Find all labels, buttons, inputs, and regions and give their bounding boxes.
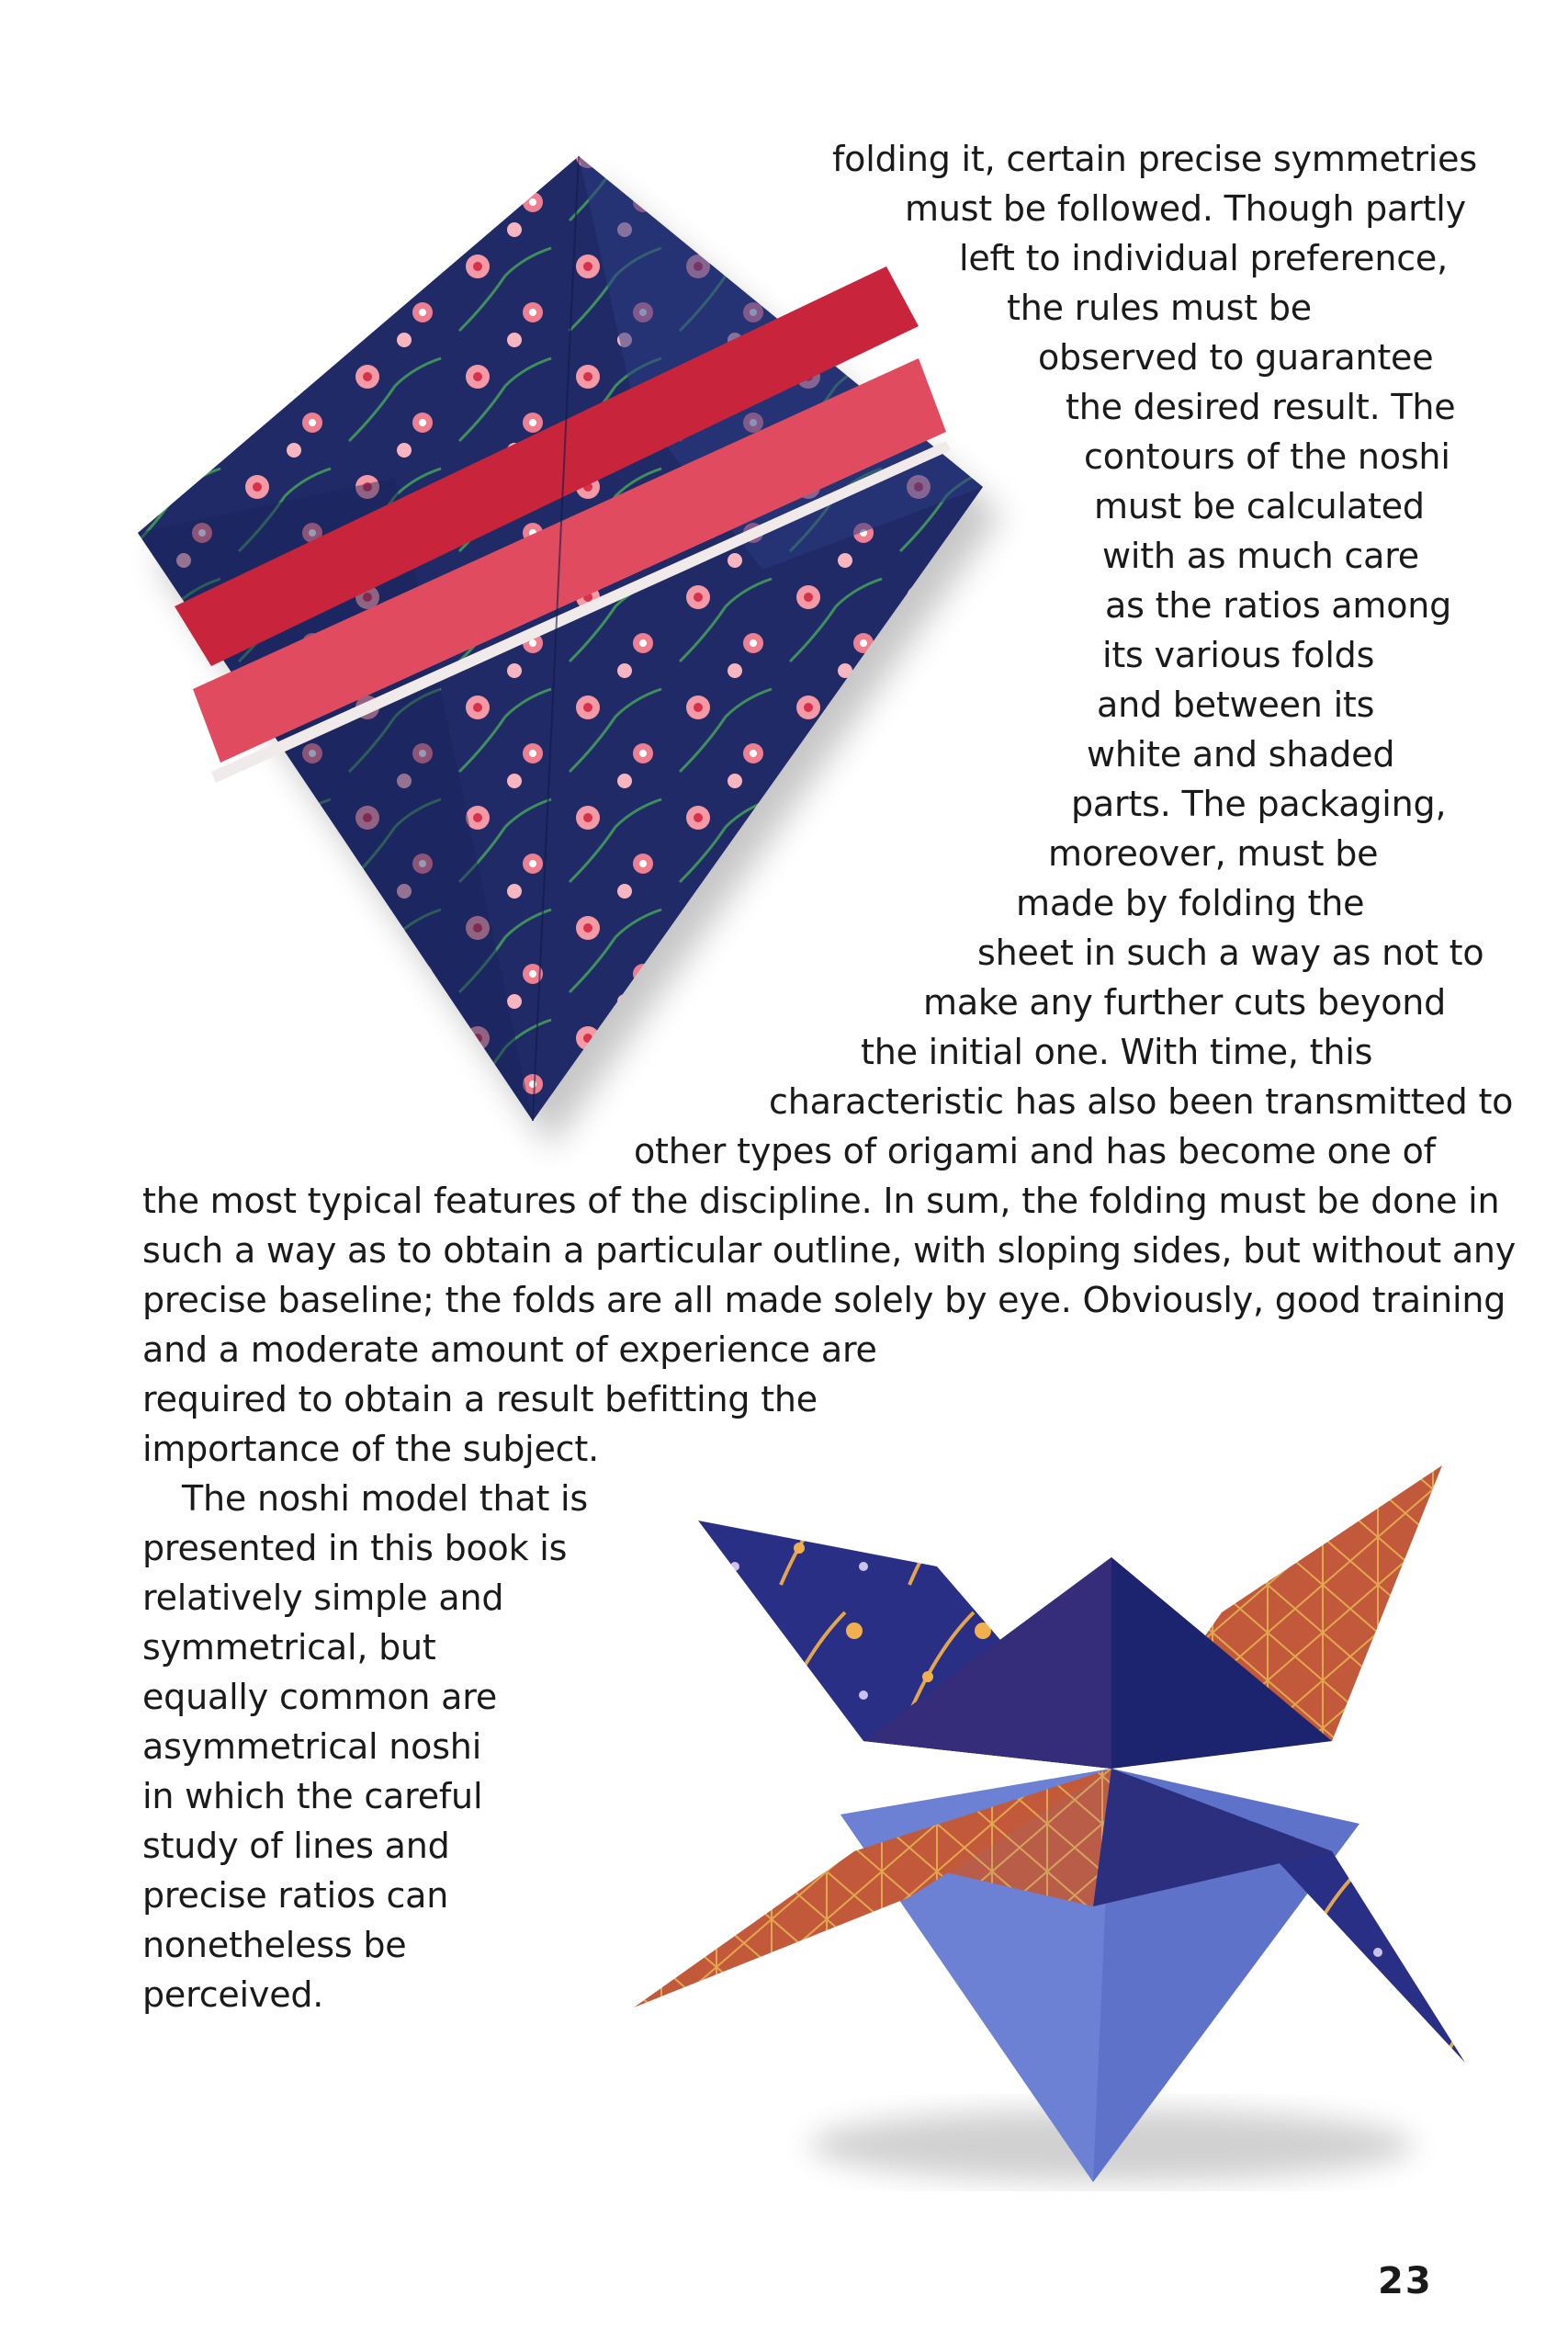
- text-line: as the ratios among: [1105, 585, 1452, 626]
- text-line: precise ratios can: [142, 1875, 449, 1916]
- text-line: perceived.: [142, 1974, 324, 2015]
- text-line: made by folding the: [1016, 883, 1365, 923]
- text-line: precise baseline; the folds are all made solely by eye. Obviously, good training: [142, 1280, 1506, 1320]
- text-line: moreover, must be: [1048, 833, 1379, 874]
- text-line: make any further cuts beyond: [923, 982, 1447, 1023]
- text-line: and a moderate amount of experience are: [142, 1329, 877, 1370]
- text-line: must be followed. Though partly: [905, 188, 1466, 229]
- text-line: in which the careful: [142, 1776, 483, 1816]
- text-line: left to individual preference,: [959, 238, 1448, 278]
- text-line: such a way as to obtain a particular outline, with sloping sides, but without any: [142, 1230, 1517, 1271]
- text-line: required to obtain a result befitting the: [142, 1379, 818, 1419]
- text-line: other types of origami and has become one of: [634, 1131, 1436, 1171]
- text-line: asymmetrical noshi: [142, 1726, 482, 1767]
- text-line: must be calculated: [1094, 486, 1425, 526]
- text-line: study of lines and: [142, 1826, 450, 1866]
- text-line: presented in this book is: [142, 1528, 568, 1568]
- text-line: the rules must be: [1007, 288, 1312, 328]
- text-line: the most typical features of the discipline. In sum, the folding must be done in: [142, 1181, 1500, 1221]
- text-line: nonetheless be: [142, 1925, 407, 1965]
- text-line: parts. The packaging,: [1071, 784, 1447, 824]
- text-line: white and shaded: [1087, 734, 1395, 775]
- text-line: observed to guarantee: [1038, 337, 1434, 378]
- text-line: sheet in such a way as not to: [977, 933, 1484, 973]
- text-line: its various folds: [1102, 635, 1375, 675]
- star-box-photo: [634, 1465, 1488, 2191]
- text-line: importance of the subject.: [142, 1429, 599, 1469]
- text-line: contours of the noshi: [1084, 436, 1450, 477]
- text-line: the desired result. The: [1066, 387, 1456, 427]
- text-line: relatively simple and: [142, 1577, 504, 1618]
- text-line: equally common are: [142, 1677, 497, 1717]
- text-line: The noshi model that is: [182, 1478, 589, 1519]
- text-line: symmetrical, but: [142, 1627, 436, 1668]
- text-line: the initial one. With time, this: [861, 1032, 1373, 1072]
- text-line: folding it, certain precise symmetries: [832, 139, 1477, 179]
- text-line: with as much care: [1102, 536, 1419, 576]
- text-line: and between its: [1097, 684, 1375, 725]
- page-number: 23: [1378, 2260, 1433, 2302]
- text-line: characteristic has also been transmitted to: [769, 1081, 1514, 1122]
